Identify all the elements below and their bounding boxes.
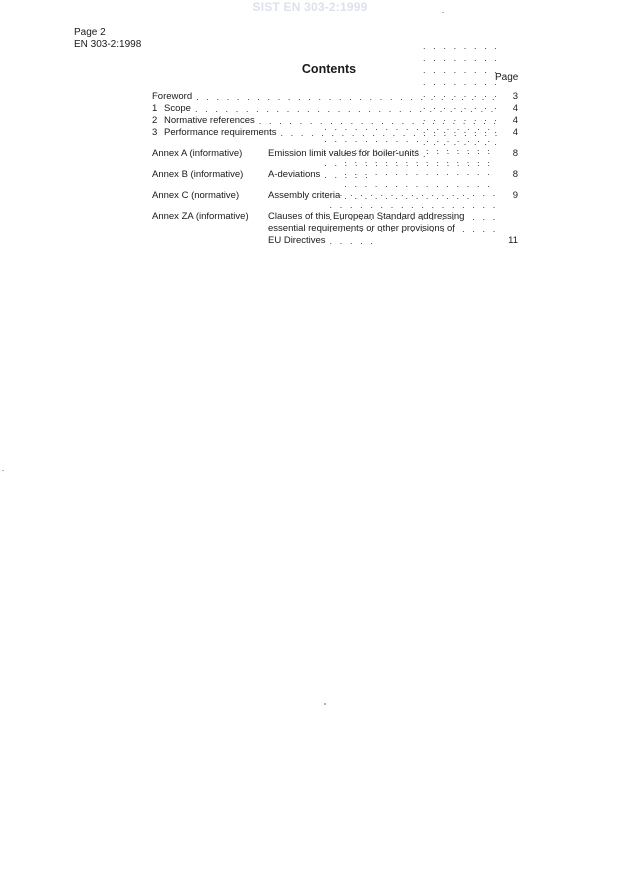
toc-page: 4	[512, 115, 518, 126]
page-number: Page 2	[74, 27, 106, 38]
annex-title: Assembly criteria	[268, 190, 341, 201]
toc-number: 3	[152, 127, 158, 138]
toc-number: 1	[152, 103, 158, 114]
toc-title: Scope	[164, 103, 191, 114]
toc-title: Performance requirements	[164, 127, 277, 138]
table-of-contents	[152, 91, 518, 247]
toc-title: Normative references	[164, 115, 255, 126]
toc-page: 8	[512, 169, 518, 180]
annex-title: A-deviations	[268, 169, 321, 180]
annex-label: Annex B (informative)	[152, 169, 244, 180]
annex-label: Annex A (informative)	[152, 148, 243, 159]
annex-title: Emission limit values for boiler-units	[268, 148, 419, 159]
toc-page: 9	[512, 190, 518, 201]
toc-page: 11	[508, 235, 518, 246]
toc-page: 8	[512, 148, 518, 159]
contents-title: Contents	[301, 62, 357, 76]
watermark: SIST EN 303-2:1999	[252, 0, 368, 14]
dot-leader	[330, 187, 500, 247]
toc-number: 2	[152, 115, 158, 126]
annex-label: Annex ZA (informative)	[152, 211, 249, 222]
annex-title-line: Clauses of this European Standard addressing	[268, 211, 465, 222]
annex-title-line: essential requirements or other provisions of	[268, 223, 455, 234]
scan-speck	[324, 703, 326, 705]
toc-page: 4	[512, 103, 518, 114]
annex-title-line: EU Directives	[268, 235, 326, 246]
toc-row-annex-za[interactable]	[152, 211, 518, 247]
standard-id: EN 303-2:1998	[74, 39, 142, 50]
toc-page: 4	[512, 127, 518, 138]
page-header	[74, 27, 141, 51]
page-column-label: Page	[495, 72, 519, 83]
annex-label: Annex C (normative)	[152, 190, 240, 201]
scan-speck	[2, 470, 4, 471]
toc-title: Foreword	[152, 91, 193, 102]
toc-page: 3	[512, 91, 518, 102]
scan-speck	[442, 12, 444, 13]
